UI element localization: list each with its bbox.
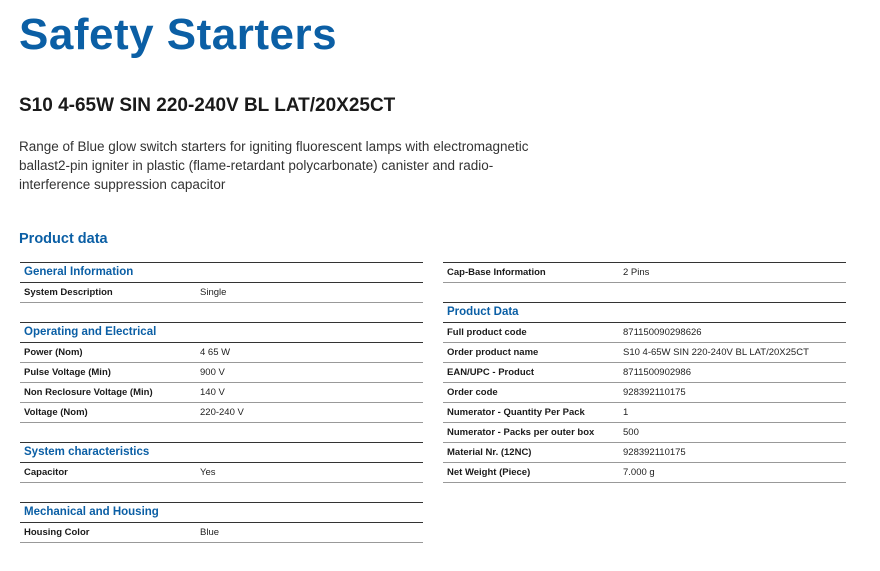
row-label: Order product name	[447, 347, 539, 358]
table-row	[20, 283, 423, 303]
table-row	[443, 403, 846, 423]
row-label: System Description	[24, 287, 113, 298]
table-row	[20, 523, 423, 543]
row-value: 2 Pins	[623, 267, 650, 278]
row-value: 1	[623, 407, 629, 418]
row-value: 220-240 V	[200, 407, 244, 418]
row-value: 8711500902986	[623, 367, 691, 378]
table-row	[20, 343, 423, 363]
row-value: 140 V	[200, 387, 225, 398]
table-row	[443, 443, 846, 463]
row-label: Full product code	[447, 327, 527, 338]
row-label: Order code	[447, 387, 498, 398]
table-row	[20, 363, 423, 383]
row-label: Voltage (Nom)	[24, 407, 88, 418]
table-row	[443, 262, 846, 283]
row-value: Blue	[200, 527, 220, 538]
row-label: Pulse Voltage (Min)	[24, 367, 111, 378]
group-heading: Product Data	[443, 302, 846, 323]
product-data-table	[443, 302, 846, 483]
row-label: Numerator - Packs per outer box	[447, 427, 595, 438]
group-heading: System characteristics	[20, 442, 423, 463]
row-label: Numerator - Quantity Per Pack	[447, 407, 585, 418]
product-description: Range of Blue glow switch starters for igniting fluorescent lamps with electromagnetic ballast2-pin igniter in plastic (flame-retardant polycarbonate) canister and radio-interference suppression capacitor	[19, 139, 529, 192]
row-value: 871150090298626	[623, 327, 702, 338]
operating-electrical-table	[20, 322, 423, 423]
table-row	[20, 463, 423, 483]
table-row	[20, 383, 423, 403]
row-label: Cap-Base Information	[447, 267, 546, 278]
group-heading: Mechanical and Housing	[20, 502, 423, 523]
row-label: EAN/UPC - Product	[447, 367, 535, 378]
row-label: Housing Color	[24, 527, 90, 538]
right-column	[443, 262, 846, 502]
table-row	[20, 403, 423, 423]
product-name: S10 4-65W SIN 220-240V BL LAT/20X25CT	[19, 95, 396, 116]
row-label: Net Weight (Piece)	[447, 467, 531, 478]
section-heading-product-data: Product data	[19, 231, 108, 247]
row-value: 900 V	[200, 367, 225, 378]
row-label: Power (Nom)	[24, 347, 83, 358]
row-value: 928392110175	[623, 387, 686, 398]
table-row	[443, 343, 846, 363]
table-row	[443, 423, 846, 443]
cap-base-table	[443, 262, 846, 283]
page-title: Safety Starters	[19, 10, 338, 59]
group-heading: General Information	[20, 262, 423, 283]
table-row	[443, 383, 846, 403]
row-value: 928392110175	[623, 447, 686, 458]
row-label: Material Nr. (12NC)	[447, 447, 532, 458]
table-row	[443, 463, 846, 483]
table-row	[443, 323, 846, 343]
left-column	[20, 262, 423, 562]
row-value: 7.000 g	[623, 467, 655, 478]
row-label: Non Reclosure Voltage (Min)	[24, 387, 153, 398]
row-value: Yes	[200, 467, 216, 478]
table-row	[443, 363, 846, 383]
row-value: Single	[200, 287, 227, 298]
row-label: Capacitor	[24, 467, 68, 478]
row-value: S10 4-65W SIN 220-240V BL LAT/20X25CT	[623, 347, 809, 358]
row-value: 500	[623, 427, 639, 438]
general-information-table	[20, 262, 423, 303]
mechanical-housing-table	[20, 502, 423, 543]
group-heading: Operating and Electrical	[20, 322, 423, 343]
row-value: 4 65 W	[200, 347, 231, 358]
system-characteristics-table	[20, 442, 423, 483]
